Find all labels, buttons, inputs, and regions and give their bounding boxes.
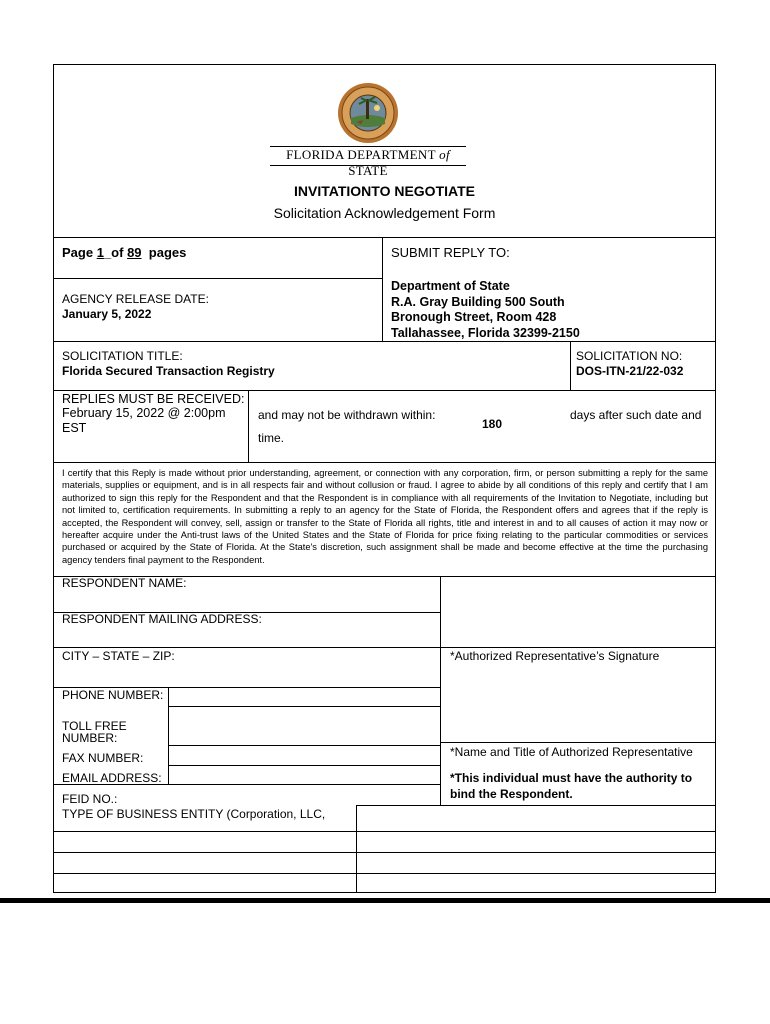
replies-date-line2: EST — [62, 421, 87, 435]
email-field[interactable] — [169, 766, 439, 783]
authority-note-line: bind the Respondent. — [450, 787, 573, 801]
signature-field[interactable] — [441, 577, 715, 646]
divider — [53, 873, 716, 874]
after-date-text: days after such date and — [570, 408, 702, 422]
page-suffix: pages — [148, 245, 187, 260]
department-name-part1: FLORIDA DEPARTMENT — [286, 147, 436, 162]
feid-label: FEID NO.: — [62, 792, 118, 806]
agency-release-label: AGENCY RELEASE DATE: — [62, 292, 209, 306]
solicitation-title-label: SOLICITATION TITLE: — [62, 349, 183, 363]
agency-release-date: January 5, 2022 — [62, 307, 152, 321]
replies-label: REPLIES MUST BE RECEIVED: — [62, 392, 245, 406]
page-current: 1 — [96, 245, 104, 260]
submit-address-line: Bronough Street, Room 428 — [391, 310, 557, 324]
certification-paragraph: I certify that this Reply is made without prior understanding, agreement, or connection with any corporation, firm, or person submitting a reply for the same materials, supplies or equipment, and is in all respects fair and without collusion or fraud. I agree to abide by all conditions of this reply and certify that I am authorized to sign this reply for the Respondent and that the Respondent is in compliance with all requirements of the Invitation to Negotiate, including but not limited to, certification requirements. In submitting a reply to an agency for the State of Florida, the Respondent offers and agrees that if the reply is accepted, the Respondent will convey, sell, assign or transfer to the State of Florida all rights, title and interest in and to all causes of action it may now or hereafter acquire under the Anti-trust laws of the United States and the State of Florida for price fixing relating to the particular commodities or services purchased or acquired by the State of Florida. At the State's discretion, such assignment shall be made and become effective at the time the purchasing agency tenders final payment to the Respondent. — [62, 468, 708, 565]
page-prefix: Page — [62, 245, 94, 260]
submit-reply-label: SUBMIT REPLY TO: — [391, 245, 510, 260]
solicitation-title-value: Florida Secured Transaction Registry — [62, 364, 275, 378]
toll-free-label-line: NUMBER: — [62, 731, 118, 745]
department-name — [270, 146, 466, 178]
document-subtitle: Solicitation Acknowledgement Form — [273, 205, 496, 221]
business-type-label: TYPE OF BUSINESS ENTITY (Corporation, LLC, — [62, 807, 326, 821]
solicitation-no-label: SOLICITATION NO: — [576, 349, 683, 363]
divider — [53, 237, 716, 238]
solicitation-no-value: DOS-ITN-21/22-032 — [576, 364, 684, 378]
name-title-field[interactable] — [441, 668, 715, 741]
time-text: time. — [258, 431, 285, 445]
name-title-label: *Name and Title of Authorized Representative — [450, 745, 693, 759]
submit-address — [391, 279, 580, 341]
page-of: of — [111, 245, 124, 260]
toll-free-label — [62, 720, 127, 744]
divider — [53, 647, 716, 648]
submit-address-line: Tallahassee, Florida 32399-2150 — [391, 325, 580, 340]
phone-label: PHONE NUMBER: — [62, 688, 164, 702]
mailing-address-label: RESPONDENT MAILING ADDRESS: — [62, 612, 262, 626]
state-seal-icon — [337, 82, 399, 144]
divider — [382, 237, 383, 341]
page-bottom-bar — [0, 898, 770, 903]
signature-label: *Authorized Representative’s Signature — [450, 649, 660, 663]
divider — [570, 341, 571, 390]
divider — [440, 742, 716, 743]
divider — [53, 390, 716, 391]
divider — [53, 341, 716, 342]
withdraw-text: and may not be withdrawn within: — [258, 408, 436, 422]
phone-field[interactable] — [169, 688, 439, 705]
fax-field[interactable] — [169, 746, 439, 764]
toll-free-field[interactable] — [169, 707, 439, 744]
authority-note-line: *This individual must have the authority to — [450, 771, 693, 785]
divider — [53, 852, 716, 853]
business-type-field[interactable] — [357, 806, 715, 830]
email-label: EMAIL ADDRESS: — [62, 771, 162, 785]
document-title: INVITATIONTO NEGOTIATE — [294, 183, 475, 199]
city-state-zip-label: CITY – STATE – ZIP: — [62, 649, 175, 663]
withdraw-days: 180 — [482, 417, 503, 431]
replies-date-line1: February 15, 2022 @ 2:00pm — [62, 406, 226, 420]
authority-note — [450, 770, 692, 802]
fax-label: FAX NUMBER: — [62, 751, 144, 765]
toll-free-label-line: TOLL FREE — [62, 719, 127, 733]
department-name-part2: STATE — [348, 163, 388, 178]
page-total: 89 — [127, 245, 142, 260]
divider — [53, 278, 382, 279]
respondent-name-field[interactable] — [54, 590, 439, 611]
city-state-zip-field[interactable] — [54, 663, 439, 686]
mailing-address-field[interactable] — [54, 626, 439, 646]
divider — [53, 831, 716, 832]
department-name-of: of — [439, 147, 450, 162]
respondent-name-label: RESPONDENT NAME: — [62, 576, 187, 590]
divider — [53, 462, 716, 463]
submit-address-line: R.A. Gray Building 500 South — [391, 294, 565, 309]
submit-address-line: Department of State — [391, 279, 510, 293]
page-count: Page 1_of 89 pages — [62, 245, 187, 260]
divider — [248, 390, 249, 462]
